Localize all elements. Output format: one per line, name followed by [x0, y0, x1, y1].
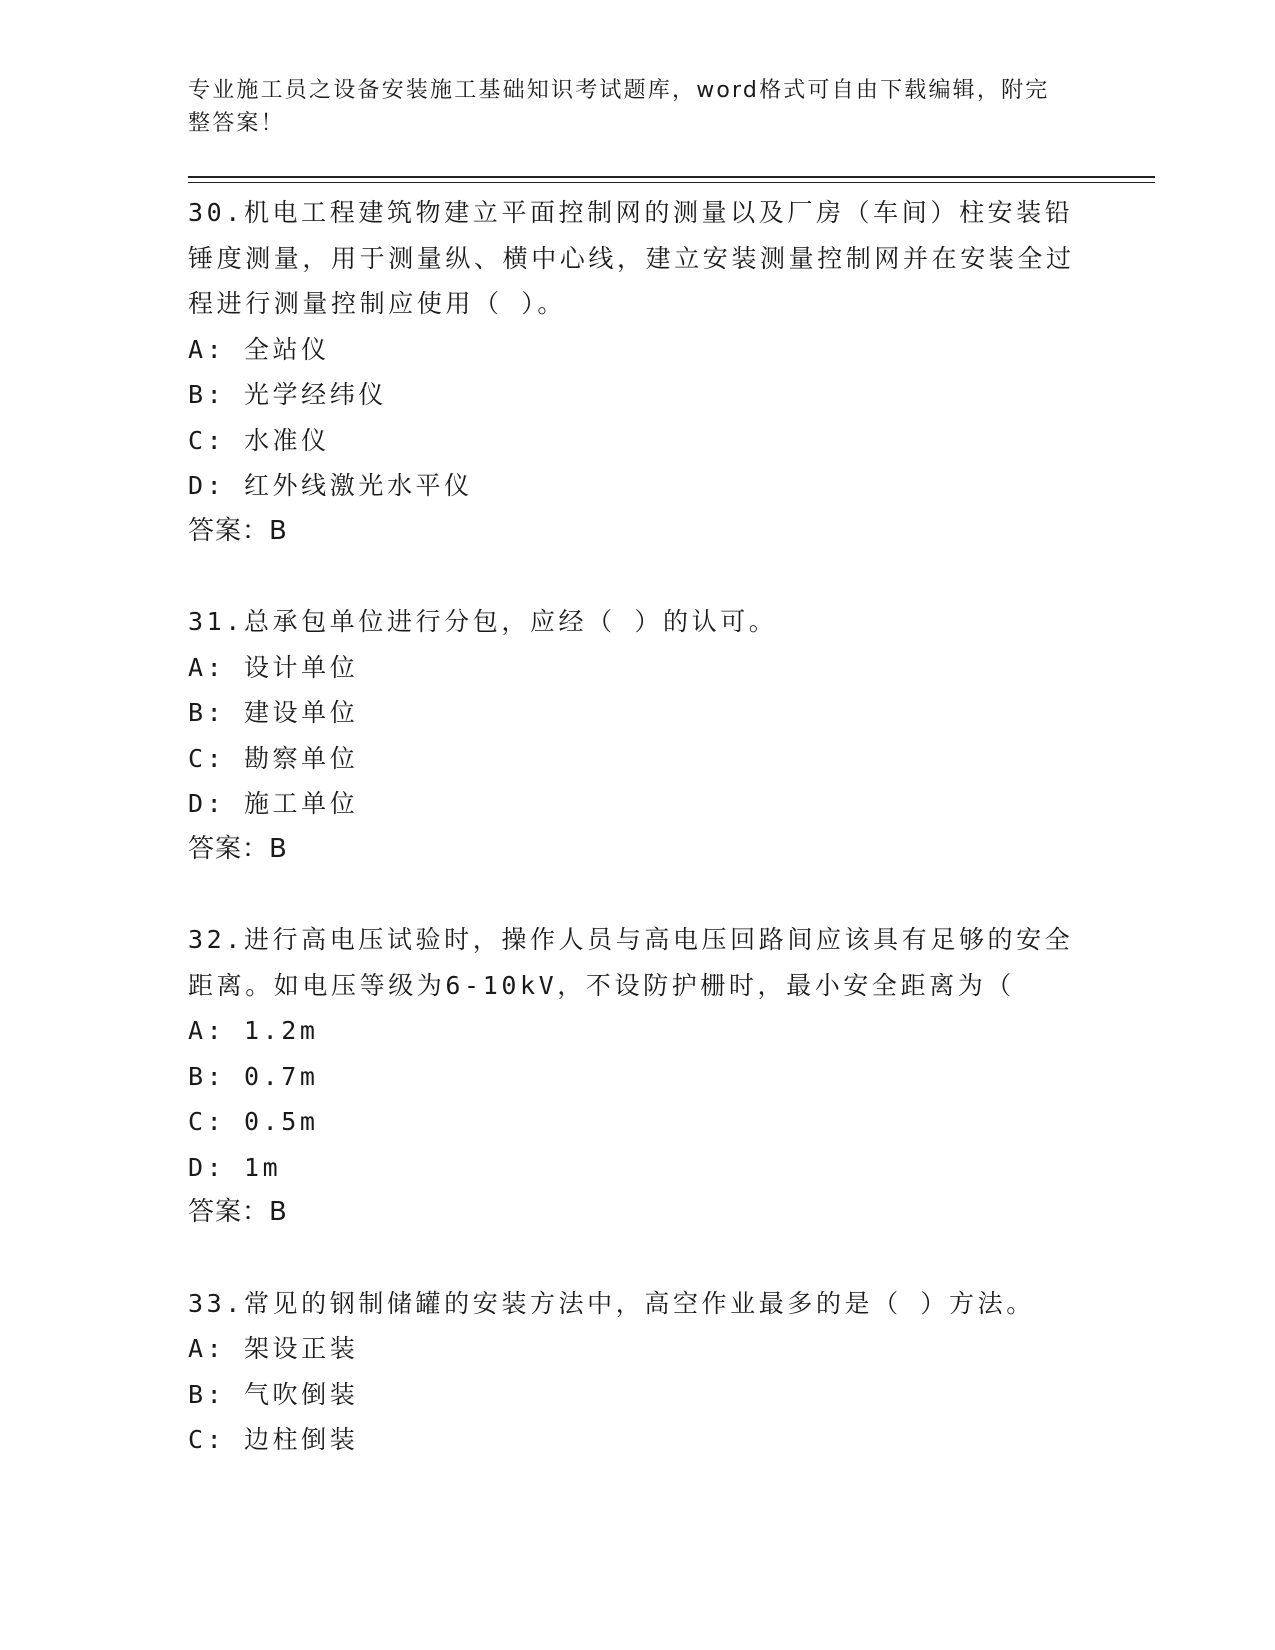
- option-b: B: 0.7m: [188, 1061, 319, 1091]
- question-33: [188, 1281, 1088, 1463]
- question-text: 30.机电工程建筑物建立平面控制网的测量以及厂房（车间）柱安装铅锤度测量，用于测量纵、横中心线，建立安装测量控制网并在安装全过程进行测量控制应使用（ ）。: [188, 198, 1075, 318]
- option-d: D: 1m: [188, 1152, 282, 1182]
- question-text: 32.进行高电压试验时，操作人员与高电压回路间应该具有足够的安全距离。如电压等级为6-10kV，不设防护栅时，最小安全距离为（: [188, 925, 1074, 1000]
- option-a: A: 设计单位: [188, 652, 359, 682]
- question-text: 33.常见的钢制储罐的安装方法中，高空作业最多的是（ ）方法。: [188, 1288, 1035, 1318]
- header-divider-thin: [188, 182, 1155, 183]
- document-header: 专业施工员之设备安装施工基础知识考试题库，word格式可自由下载编辑，附完整答案！: [188, 78, 1050, 136]
- answer-label: 答案：B: [188, 515, 288, 546]
- option-a: A: 架设正装: [188, 1334, 359, 1363]
- option-d: D: 施工单位: [188, 789, 359, 818]
- option-c: C: 水准仪: [188, 425, 330, 455]
- answer-label: 答案：B: [188, 1197, 288, 1227]
- option-b: B: 建设单位: [188, 698, 359, 727]
- answer-label: 答案：B: [188, 833, 288, 864]
- header-divider-thick: [188, 176, 1155, 178]
- option-d: D: 红外线激光水平仪: [188, 471, 473, 500]
- option-b: B: 光学经纬仪: [188, 380, 387, 409]
- option-c: C: 边柱倒装: [188, 1425, 359, 1454]
- question-list: [188, 190, 1088, 1463]
- option-a: A: 1.2m: [188, 1016, 319, 1045]
- option-c: C: 勘察单位: [188, 743, 359, 773]
- option-c: C: 0.5m: [188, 1107, 319, 1136]
- question-text: 31.总承包单位进行分包，应经（ ）的认可。: [188, 607, 778, 636]
- option-b: B: 气吹倒装: [188, 1379, 359, 1409]
- question-31: [188, 599, 1088, 872]
- option-a: A: 全站仪: [188, 334, 330, 364]
- question-30: [188, 190, 1088, 554]
- question-32: [188, 917, 1088, 1236]
